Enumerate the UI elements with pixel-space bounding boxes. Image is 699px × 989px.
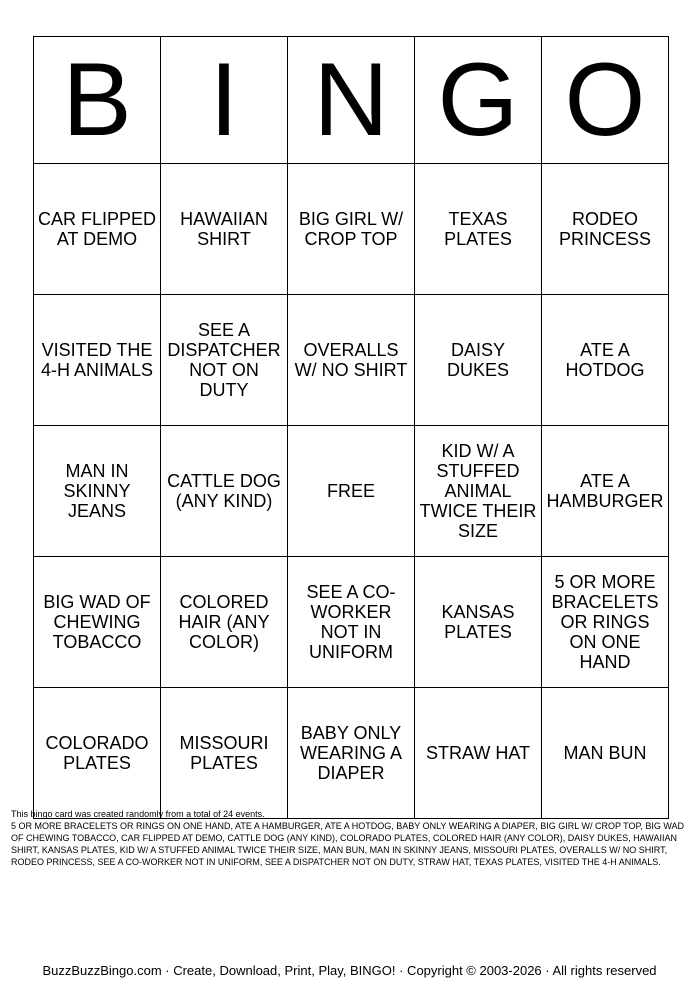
bingo-cell: STRAW HAT	[415, 688, 542, 819]
bingo-cell: ATE A HOTDOG	[542, 295, 669, 426]
bingo-cell: SEE A CO-WORKER NOT IN UNIFORM	[288, 557, 415, 688]
bingo-cell: COLORADO PLATES	[34, 688, 161, 819]
bingo-card	[33, 36, 669, 819]
bingo-cell: KID W/ A STUFFED ANIMAL TWICE THEIR SIZE	[415, 426, 542, 557]
bingo-cell: OVERALLS W/ NO SHIRT	[288, 295, 415, 426]
bingo-row	[34, 426, 669, 557]
header-letter-g: G	[415, 37, 542, 164]
card-summary: This bingo card was created randomly from a total of 24 events.	[11, 809, 265, 819]
bingo-cell: COLORED HAIR (ANY COLOR)	[161, 557, 288, 688]
bingo-cell: BIG GIRL W/ CROP TOP	[288, 164, 415, 295]
bingo-cell: HAWAIIAN SHIRT	[161, 164, 288, 295]
bingo-cell: RODEO PRINCESS	[542, 164, 669, 295]
bingo-cell: MISSOURI PLATES	[161, 688, 288, 819]
bingo-cell: ATE A HAMBURGER	[542, 426, 669, 557]
card-info	[11, 808, 691, 868]
free-space-cell: FREE	[288, 426, 415, 557]
bingo-cell: BABY ONLY WEARING A DIAPER	[288, 688, 415, 819]
bingo-cell: 5 OR MORE BRACELETS OR RINGS ON ONE HAND	[542, 557, 669, 688]
footer: BuzzBuzzBingo.com · Create, Download, Print, Play, BINGO! · Copyright © 2003-2026 · All rights reserved	[42, 963, 657, 978]
bingo-cell: TEXAS PLATES	[415, 164, 542, 295]
header-letter-i: I	[161, 37, 288, 164]
header-letter-b: B	[34, 37, 161, 164]
bingo-row	[34, 688, 669, 819]
bingo-cell: CAR FLIPPED AT DEMO	[34, 164, 161, 295]
bingo-cell: SEE A DISPATCHER NOT ON DUTY	[161, 295, 288, 426]
bingo-row	[34, 557, 669, 688]
bingo-cell: MAN IN SKINNY JEANS	[34, 426, 161, 557]
bingo-cell: BIG WAD OF CHEWING TOBACCO	[34, 557, 161, 688]
header-letter-n: N	[288, 37, 415, 164]
bingo-cell: CATTLE DOG (ANY KIND)	[161, 426, 288, 557]
event-list: 5 OR MORE BRACELETS OR RINGS ON ONE HAND, ATE A HAMBURGER, ATE A HOTDOG, BABY ONLY WEARING A DIAPER, BIG GIRL W/ CROP TOP, BIG WAD OF CHEWING TOBACCO, CAR FLIPPED AT DEMO, CATTLE DOG (ANY KIND), COLORADO PLATES, COLORED HAIR (ANY COLOR), DAISY DUKES, HAWAIIAN SHIRT, KANSAS PLATES, KID W/ A STUFFED ANIMAL TWICE THEIR SIZE, MAN BUN, MAN IN SKINNY JEANS, MISSOURI PLATES, OVERALLS W/ NO SHIRT, RODEO PRINCESS, SEE A CO-WORKER NOT IN UNIFORM, SEE A DISPATCHER NOT ON DUTY, STRAW HAT, TEXAS PLATES, VISITED THE 4-H ANIMALS.	[11, 821, 684, 867]
bingo-cell: DAISY DUKES	[415, 295, 542, 426]
bingo-row	[34, 164, 669, 295]
bingo-header-row	[34, 37, 669, 164]
bingo-cell: VISITED THE 4-H ANIMALS	[34, 295, 161, 426]
header-letter-o: O	[542, 37, 669, 164]
bingo-row	[34, 295, 669, 426]
bingo-cell: KANSAS PLATES	[415, 557, 542, 688]
bingo-cell: MAN BUN	[542, 688, 669, 819]
